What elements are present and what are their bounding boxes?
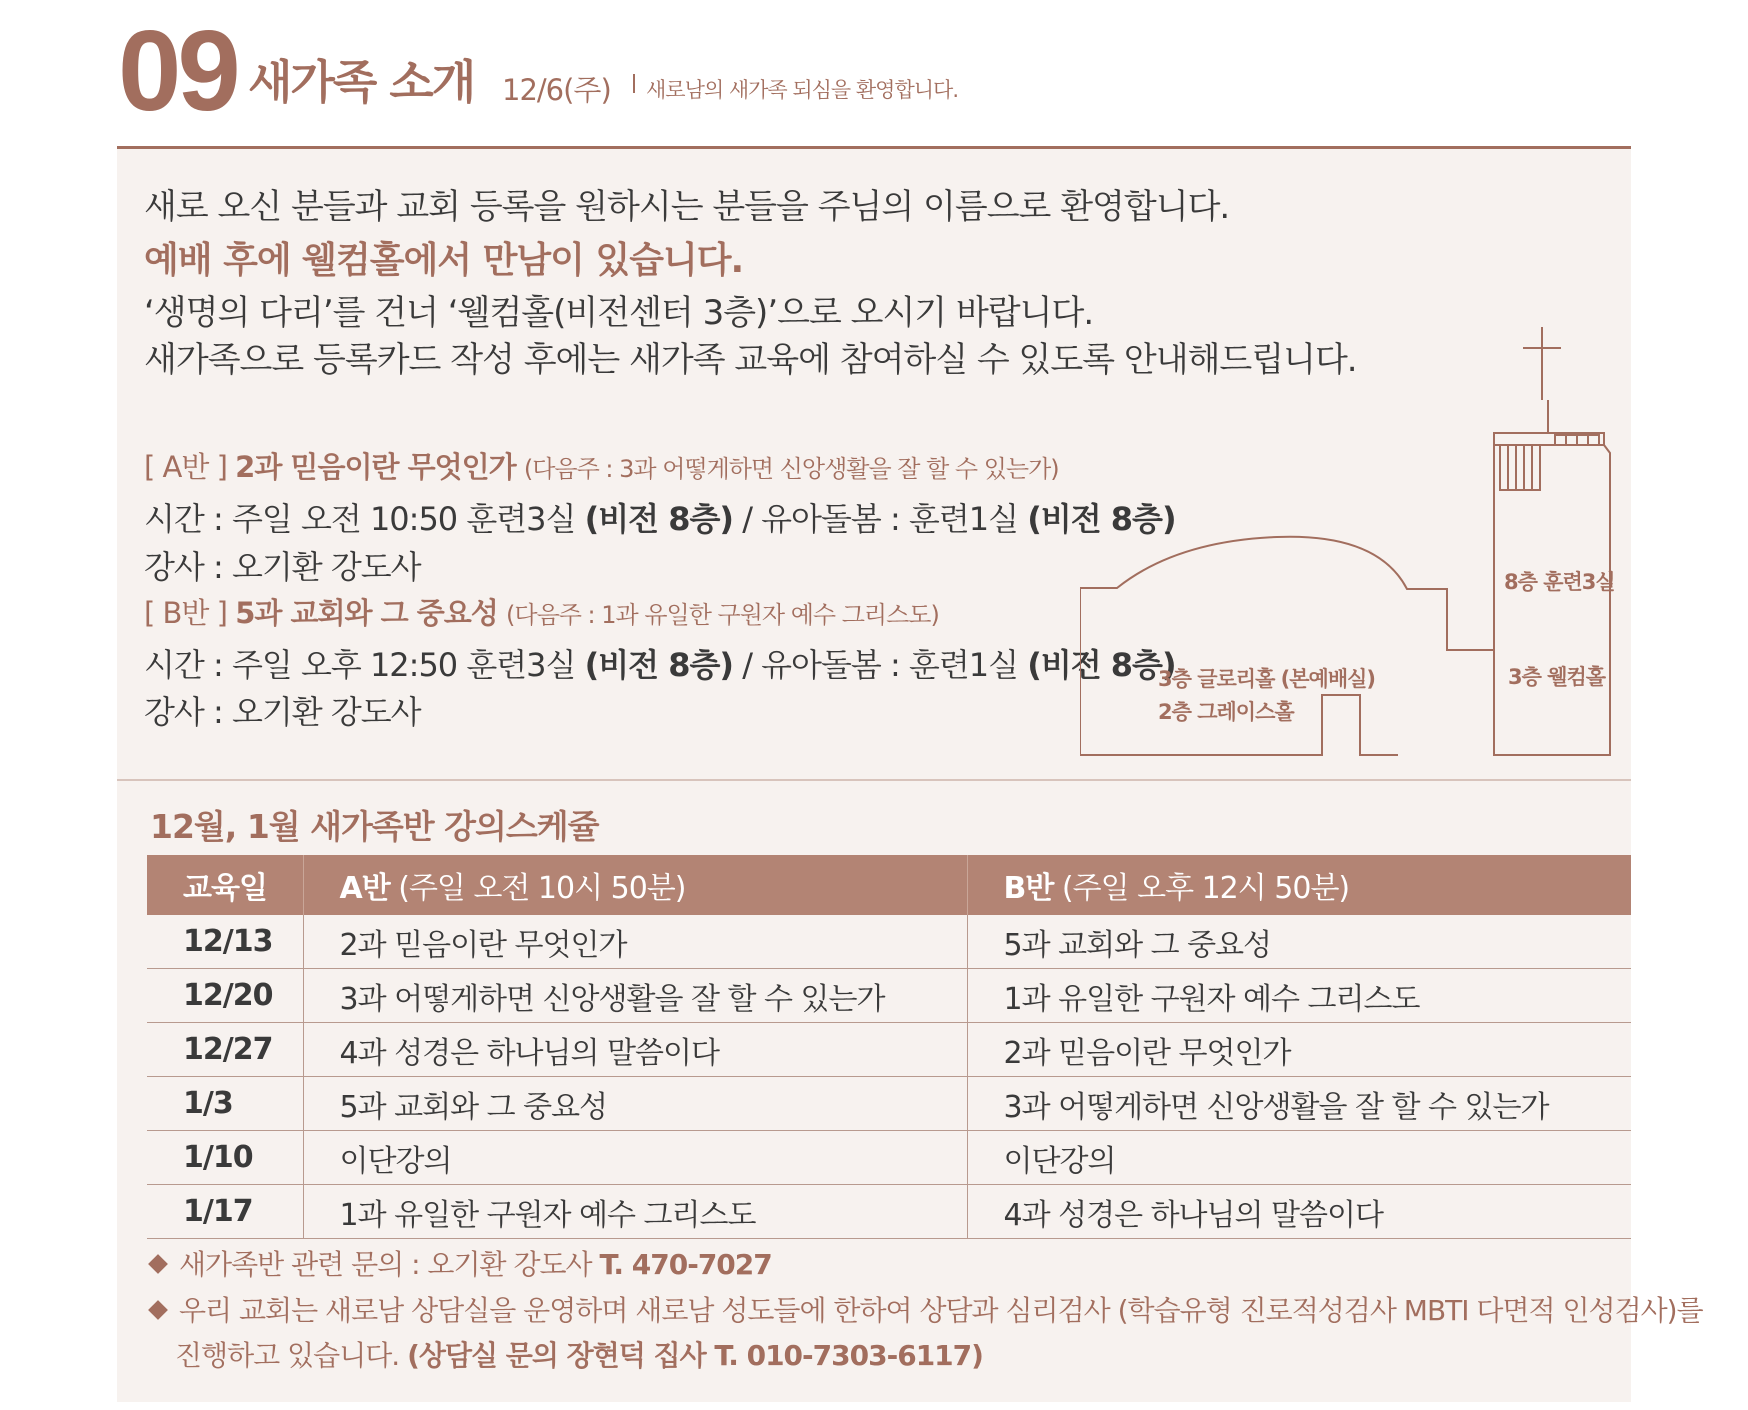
row-class-b: 5과 교회와 그 중요성: [967, 915, 1631, 969]
class-a-teacher: 강사 : 오기환 강도사: [144, 548, 421, 586]
class-b-care-text: / 유아돌봄 : 훈련1실: [733, 646, 1028, 684]
table-row: [147, 915, 1631, 969]
label-3f-glory-hall: 3층 글로리홀 (본예배실): [1158, 667, 1376, 691]
table-row: [147, 1185, 1631, 1239]
building-diagram: [1080, 325, 1620, 765]
row-class-b: 4과 성경은 하나님의 말씀이다: [967, 1185, 1631, 1239]
label-2f-grace-hall: 2층 그레이스홀: [1158, 700, 1294, 724]
header-class-a: [303, 855, 967, 915]
header-class-b-time: (주일 오후 12시 50분): [1053, 871, 1350, 906]
header-class-a-time: (주일 오전 10시 50분): [389, 871, 686, 906]
label-8f-training-room: 8층 훈련3실: [1504, 570, 1615, 594]
row-date: 1/3: [147, 1077, 303, 1131]
row-date: 12/20: [147, 969, 303, 1023]
row-class-b: 2과 믿음이란 무엇인가: [967, 1023, 1631, 1077]
schedule-table: [147, 855, 1631, 1239]
row-date: 1/17: [147, 1185, 303, 1239]
header-class-b: [967, 855, 1631, 915]
section-title: 새가족 소개: [248, 55, 475, 109]
class-a-heading: [144, 445, 1059, 486]
section-divider: [117, 779, 1631, 781]
schedule-title: 12월, 1월 새가족반 강의스케쥴: [150, 807, 599, 846]
row-date: 12/13: [147, 915, 303, 969]
class-b-time: [144, 640, 1176, 686]
row-class-a: 이단강의: [303, 1131, 967, 1185]
note-counseling-line2: 진행하고 있습니다.: [175, 1339, 408, 1372]
note-newcomer-text: 새가족반 관련 문의 : 오기환 강도사: [179, 1248, 600, 1281]
section-header: [118, 8, 1628, 135]
class-a-time-location: (비전 8층): [584, 500, 734, 538]
class-a-care-location: (비전 8층): [1027, 500, 1176, 538]
class-b-care-location: (비전 8층): [1027, 646, 1176, 684]
row-class-a: 2과 믿음이란 무엇인가: [303, 915, 967, 969]
class-b-time-text: 시간 : 주일 오후 12:50 훈련3실: [144, 646, 585, 684]
diamond-bullet-icon: [148, 1254, 168, 1274]
class-a-title: 2과 믿음이란 무엇인가: [235, 450, 516, 484]
class-a-next: (다음주 : 3과 어떻게하면 신앙생활을 잘 할 수 있는가): [523, 455, 1059, 483]
schedule-header-row: [147, 855, 1631, 915]
row-date: 12/27: [147, 1023, 303, 1077]
class-a-time-text: 시간 : 주일 오전 10:50 훈련3실: [144, 500, 585, 538]
class-a-bracket: [ A반 ]: [144, 450, 227, 484]
intro-registration: 새가족으로 등록카드 작성 후에는 새가족 교육에 참여하실 수 있도록 안내해드립니다.: [144, 340, 1357, 380]
note-newcomer-contact: [147, 1243, 772, 1283]
class-a-care-text: / 유아돌봄 : 훈련1실: [733, 500, 1028, 538]
section-number: 09: [118, 8, 237, 135]
class-a-time: [144, 494, 1176, 540]
section-tagline: 새로남의 새가족 되심을 환영합니다.: [646, 78, 958, 102]
header-class-b-label: B반: [1003, 871, 1054, 906]
header-divider: [633, 74, 635, 93]
note-counseling-contact: (상담실 문의 장현덕 집사 T. 010-7303-6117): [407, 1339, 983, 1372]
note-newcomer-phone: T. 470-7027: [599, 1248, 772, 1281]
row-class-a: 3과 어떻게하면 신앙생활을 잘 할 수 있는가: [303, 969, 967, 1023]
row-date: 1/10: [147, 1131, 303, 1185]
note-counseling: [147, 1289, 1703, 1329]
section-date: 12/6(주): [502, 73, 611, 107]
header-date: 교육일: [147, 855, 303, 915]
table-row: [147, 1131, 1631, 1185]
row-class-a: 5과 교회와 그 중요성: [303, 1077, 967, 1131]
row-class-b: 3과 어떻게하면 신앙생활을 잘 할 수 있는가: [967, 1077, 1631, 1131]
row-class-a: 4과 성경은 하나님의 말씀이다: [303, 1023, 967, 1077]
row-class-a: 1과 유일한 구원자 예수 그리스도: [303, 1185, 967, 1239]
row-class-b: 이단강의: [967, 1131, 1631, 1185]
intro-highlight: 예배 후에 웰컴홀에서 만남이 있습니다.: [144, 240, 744, 281]
class-b-heading: [144, 591, 939, 632]
class-b-teacher: 강사 : 오기환 강도사: [144, 693, 421, 731]
table-row: [147, 1077, 1631, 1131]
note-counseling-continued: [175, 1334, 983, 1374]
class-b-title: 5과 교회와 그 중요성: [235, 596, 498, 630]
intro-welcome: 새로 오신 분들과 교회 등록을 원하시는 분들을 주님의 이름으로 환영합니다.: [144, 187, 1230, 227]
header-class-a-label: A반: [339, 871, 390, 906]
intro-directions: ‘생명의 다리’를 건너 ‘웰컴홀(비전센터 3층)’으로 오시기 바랍니다.: [144, 293, 1094, 333]
label-3f-welcome-hall: 3층 웰컴홀: [1508, 665, 1606, 689]
diamond-bullet-icon: [148, 1300, 168, 1320]
note-counseling-line1: 우리 교회는 새로남 상담실을 운영하며 새로남 성도들에 한하여 상담과 심리검사 (학습유형 진로적성검사 MBTI 다면적 인성검사)를: [179, 1294, 1703, 1327]
class-b-time-location: (비전 8층): [584, 646, 734, 684]
table-row: [147, 969, 1631, 1023]
class-b-next: (다음주 : 1과 유일한 구원자 예수 그리스도): [506, 601, 939, 629]
table-row: [147, 1023, 1631, 1077]
class-b-bracket: [ B반 ]: [144, 596, 227, 630]
row-class-b: 1과 유일한 구원자 예수 그리스도: [967, 969, 1631, 1023]
